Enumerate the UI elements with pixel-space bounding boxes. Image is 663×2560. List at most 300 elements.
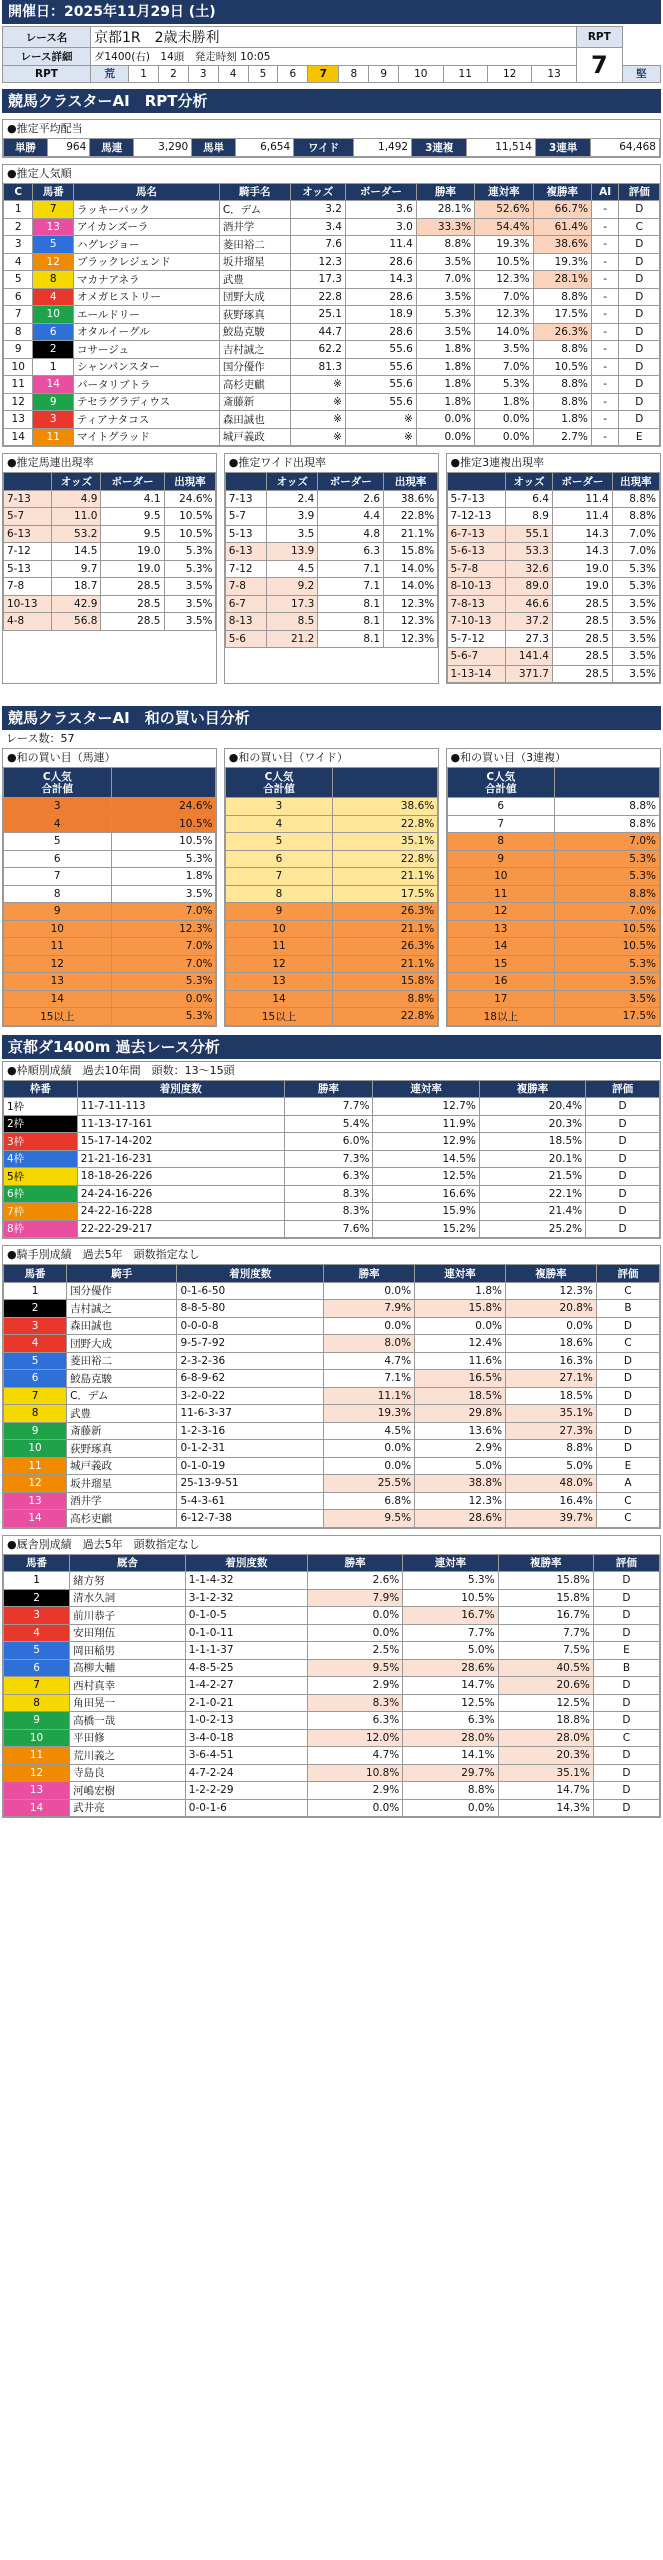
table-cell: 20.3% <box>479 1115 585 1133</box>
race-info-table <box>2 26 661 83</box>
table-cell: 11.4 <box>345 236 416 254</box>
section-wa-title: 競馬クラスターAI 和の買い目分析 <box>2 706 661 730</box>
table-cell: 29.8% <box>415 1405 506 1423</box>
table-row <box>225 850 437 868</box>
table-cell: 0-1-2-31 <box>177 1440 324 1458</box>
table-cell: 18.7 <box>52 578 101 596</box>
table-cell: 3.5% <box>475 341 533 359</box>
table-cell: 8.0% <box>324 1335 415 1353</box>
table-cell: 12 <box>4 1764 70 1782</box>
table-cell: 5.3% <box>164 560 216 578</box>
table-row <box>4 1712 660 1730</box>
table-cell: 14.1% <box>403 1747 498 1765</box>
table-cell: 3 <box>4 236 33 254</box>
table-cell: 9 <box>33 393 74 411</box>
table-cell: 荻野琢真 <box>219 306 290 324</box>
rpt-scale-cell: 堅 <box>622 65 660 83</box>
table-cell: D <box>586 1168 660 1186</box>
table-cell: 33.3% <box>416 218 474 236</box>
table-cell: 10.5% <box>164 508 216 526</box>
table-row <box>225 938 437 956</box>
table-row <box>4 1659 660 1677</box>
table-cell: 8.8% <box>533 376 591 394</box>
table-cell: 89.0 <box>506 578 553 596</box>
table-cell: 角田晃一 <box>70 1694 186 1712</box>
table-cell: 25.5% <box>324 1475 415 1493</box>
table-cell: 7.7% <box>403 1624 498 1642</box>
table-cell: 8.1 <box>318 613 384 631</box>
table-cell: 8.1 <box>318 630 384 648</box>
table-cell: アイカンズーラ <box>73 218 219 236</box>
table-row <box>225 868 437 886</box>
combo-row <box>2 447 661 684</box>
table-cell: 清水久詞 <box>70 1589 186 1607</box>
column-header: 連対率 <box>475 183 533 201</box>
table-cell: D <box>593 1764 659 1782</box>
table-cell: 12.3% <box>384 613 438 631</box>
table-row <box>447 850 659 868</box>
rpt-scale-cell: 1 <box>129 65 159 83</box>
table-cell: 荒川義之 <box>70 1747 186 1765</box>
table-row <box>4 1475 660 1493</box>
table-cell: 8枠 <box>4 1220 78 1238</box>
table-cell: 14 <box>225 990 333 1008</box>
table-cell: 5-13 <box>4 560 52 578</box>
header-row <box>225 768 437 798</box>
table-cell: 10 <box>4 1440 67 1458</box>
table-cell: 2.6 <box>318 490 384 508</box>
table-row <box>4 1729 660 1747</box>
table-cell: 19.3% <box>324 1405 415 1423</box>
table-cell: 13 <box>447 920 555 938</box>
table-cell: D <box>593 1799 659 1817</box>
table-cell: 6.3% <box>403 1712 498 1730</box>
header-row <box>4 1265 660 1283</box>
column-header: 馬番 <box>4 1554 70 1572</box>
table-cell: 1-2-3-16 <box>177 1422 324 1440</box>
table-row <box>4 990 216 1008</box>
table-row <box>4 885 216 903</box>
table-cell: 5.3% <box>111 1008 216 1026</box>
table-cell: 7.0% <box>475 358 533 376</box>
header-row <box>4 1080 660 1098</box>
rpt-scale-cell: 7 <box>308 65 339 83</box>
payout-value: 964 <box>47 139 89 157</box>
umaren-table <box>3 472 216 631</box>
table-cell: 斎藤新 <box>67 1422 177 1440</box>
table-cell: D <box>619 323 660 341</box>
table-cell: 53.2 <box>52 525 101 543</box>
table-cell: 3 <box>33 411 74 429</box>
table-cell: 7.0% <box>612 525 659 543</box>
table-cell: E <box>596 1457 659 1475</box>
table-cell: 66.7% <box>533 201 591 219</box>
column-header: 評価 <box>596 1265 659 1283</box>
table-cell: 20.4% <box>479 1098 585 1116</box>
table-cell: シャンパンスター <box>73 358 219 376</box>
table-cell: 1 <box>33 358 74 376</box>
table-cell: 24-24-16-226 <box>77 1185 284 1203</box>
table-row <box>4 1150 660 1168</box>
table-cell: 15 <box>447 955 555 973</box>
table-cell: D <box>586 1133 660 1151</box>
table-cell: 9.5% <box>308 1659 403 1677</box>
table-cell: D <box>596 1422 659 1440</box>
table-cell: 5.3% <box>612 560 659 578</box>
table-cell: 高杉吏麒 <box>67 1510 177 1528</box>
table-cell: 12.5% <box>373 1168 479 1186</box>
table-row <box>4 271 660 289</box>
table-cell: C．デム <box>219 201 290 219</box>
header-row <box>447 473 659 491</box>
table-cell: 1.8% <box>416 341 474 359</box>
table-cell: 28.5 <box>101 595 164 613</box>
column-header: 馬名 <box>73 183 219 201</box>
table-row <box>447 798 659 816</box>
table-cell: 6-13 <box>4 525 52 543</box>
table-cell: 0-1-0-5 <box>185 1607 307 1625</box>
waku-table <box>3 1080 660 1239</box>
table-cell: 5.0% <box>415 1457 506 1475</box>
table-cell: 8.5 <box>267 613 318 631</box>
rpt-scale-cell: 8 <box>339 65 369 83</box>
table-cell: 28.5 <box>552 613 612 631</box>
table-cell: 0.0% <box>416 428 474 446</box>
table-cell: D <box>596 1317 659 1335</box>
table-cell: 6-8-9-62 <box>177 1370 324 1388</box>
payout-label: 3連複 <box>412 139 467 157</box>
table-row <box>447 613 659 631</box>
table-row <box>4 1457 660 1475</box>
table-cell: 16.3% <box>505 1352 596 1370</box>
table-cell: 4.7% <box>308 1747 403 1765</box>
table-cell: 10.5% <box>111 815 216 833</box>
table-cell: 12.3% <box>475 271 533 289</box>
table-cell: エールドリー <box>73 306 219 324</box>
table-cell: 7 <box>33 201 74 219</box>
table-cell: 9 <box>4 1422 67 1440</box>
table-row <box>225 525 437 543</box>
table-cell: 1 <box>4 1282 67 1300</box>
column-header: ボーダー <box>318 473 384 491</box>
table-cell: 武豊 <box>67 1405 177 1423</box>
table-cell: 14.3 <box>345 271 416 289</box>
table-cell: 安田翔伍 <box>70 1624 186 1642</box>
table-cell: 国分優作 <box>219 358 290 376</box>
table-cell: 5 <box>4 1642 70 1660</box>
table-cell: D <box>593 1589 659 1607</box>
table-cell: 6 <box>447 798 555 816</box>
table-cell: 5.3% <box>111 973 216 991</box>
table-cell: 0.0% <box>324 1457 415 1475</box>
table-cell: 26.3% <box>533 323 591 341</box>
table-row <box>225 990 437 1008</box>
table-row <box>447 938 659 956</box>
rpt-scale-cell: 荒 <box>91 65 129 83</box>
table-cell: 13 <box>4 1782 70 1800</box>
table-cell: 18.8% <box>498 1712 593 1730</box>
table-cell: 2枠 <box>4 1115 78 1133</box>
table-cell: 7.1 <box>318 560 384 578</box>
table-cell: E <box>619 428 660 446</box>
table-cell: D <box>596 1405 659 1423</box>
table-cell: 平田修 <box>70 1729 186 1747</box>
table-cell: 8.8% <box>533 341 591 359</box>
table-row <box>225 973 437 991</box>
column-header: C <box>4 183 33 201</box>
table-row <box>225 508 437 526</box>
table-cell: 8 <box>4 323 33 341</box>
table-cell: テセラグラディウス <box>73 393 219 411</box>
table-cell: 10 <box>225 920 333 938</box>
table-cell: 2.4 <box>267 490 318 508</box>
table-cell: 鮫島克駿 <box>219 323 290 341</box>
table-row <box>225 630 437 648</box>
sanren-table <box>447 472 660 683</box>
column-header <box>225 473 266 491</box>
table-cell: 1.8% <box>416 393 474 411</box>
table-cell: 5 <box>225 833 333 851</box>
table-cell: 7.0% <box>555 833 660 851</box>
table-cell: 15.8% <box>498 1589 593 1607</box>
table-cell: 9 <box>4 341 33 359</box>
table-row <box>447 508 659 526</box>
table-cell: 0-1-0-19 <box>177 1457 324 1475</box>
table-cell: 8-10-13 <box>447 578 506 596</box>
table-cell: 44.7 <box>290 323 345 341</box>
table-cell: 寺島良 <box>70 1764 186 1782</box>
table-cell: 8.8% <box>612 508 659 526</box>
table-cell: 16.6% <box>373 1185 479 1203</box>
jockey-title: ●騎手別成績 過去5年 頭数指定なし <box>3 1246 660 1264</box>
table-cell: 8.8% <box>333 990 438 1008</box>
table-cell: - <box>591 236 619 254</box>
table-row <box>4 201 660 219</box>
table-row <box>4 1405 660 1423</box>
table-cell: 4.9 <box>52 490 101 508</box>
table-cell: 5.3% <box>111 850 216 868</box>
column-header: 連対率 <box>373 1080 479 1098</box>
table-cell: 0.0% <box>475 411 533 429</box>
table-row <box>4 1300 660 1318</box>
table-cell: 17.5% <box>533 306 591 324</box>
header-row <box>4 768 216 798</box>
table-cell: 13 <box>4 411 33 429</box>
column-header: 出現率 <box>164 473 216 491</box>
table-cell: 9 <box>4 903 112 921</box>
trainer-title: ●厩舎別成績 過去5年 頭数指定なし <box>3 1536 660 1554</box>
table-row <box>4 1624 660 1642</box>
table-row <box>447 578 659 596</box>
table-cell: 2-3-2-36 <box>177 1352 324 1370</box>
table-cell: - <box>591 306 619 324</box>
table-cell: 7-8-13 <box>447 595 506 613</box>
table-cell: 6.3% <box>284 1168 373 1186</box>
table-cell: C <box>596 1510 659 1528</box>
table-cell: C．デム <box>67 1387 177 1405</box>
table-row <box>4 1133 660 1151</box>
table-cell: 1-2-2-29 <box>185 1782 307 1800</box>
table-row <box>447 1008 659 1026</box>
table-cell: 5.3% <box>612 578 659 596</box>
table-row <box>225 1008 437 1026</box>
table-cell: 14 <box>4 1799 70 1817</box>
table-cell: 3.0 <box>345 218 416 236</box>
table-cell: 5-7-8 <box>447 560 506 578</box>
table-cell: 7枠 <box>4 1203 78 1221</box>
table-cell: 21.5% <box>479 1168 585 1186</box>
table-cell: 54.4% <box>475 218 533 236</box>
table-cell: 8.8% <box>555 885 660 903</box>
table-cell: ブラックレジェンド <box>73 253 219 271</box>
table-cell: 18.5% <box>505 1387 596 1405</box>
table-cell: 1.8% <box>416 358 474 376</box>
table-row <box>4 1747 660 1765</box>
table-cell: パータリブトラ <box>73 376 219 394</box>
table-cell: 4枠 <box>4 1150 78 1168</box>
table-cell: 81.3 <box>290 358 345 376</box>
column-header <box>555 768 660 798</box>
table-row <box>4 868 216 886</box>
table-cell: 14 <box>33 376 74 394</box>
table-cell: D <box>596 1370 659 1388</box>
table-cell: 7.9% <box>308 1589 403 1607</box>
table-cell: 18.5% <box>415 1387 506 1405</box>
table-row <box>447 973 659 991</box>
table-cell: 1.8% <box>416 376 474 394</box>
table-cell: 38.8% <box>415 1475 506 1493</box>
table-cell: 8.9 <box>506 508 553 526</box>
table-cell: D <box>596 1440 659 1458</box>
table-cell: 1 <box>4 1572 70 1590</box>
table-cell: 11.4 <box>552 508 612 526</box>
table-cell: 鮫島克駿 <box>67 1370 177 1388</box>
table-cell: 3.5% <box>164 595 216 613</box>
table-cell: 3.5% <box>416 253 474 271</box>
table-cell: 21.1% <box>333 920 438 938</box>
table-cell: 6-7-13 <box>447 525 506 543</box>
table-cell: 7.1% <box>324 1370 415 1388</box>
table-cell: 6.3 <box>318 543 384 561</box>
table-row <box>4 1422 660 1440</box>
column-header: C人気 合計値 <box>447 768 555 798</box>
table-cell: 38.6% <box>384 490 438 508</box>
table-cell: 12.0% <box>308 1729 403 1747</box>
table-cell: 14 <box>4 428 33 446</box>
column-header: オッズ <box>52 473 101 491</box>
table-cell: 6 <box>225 850 333 868</box>
table-cell: 9 <box>4 1712 70 1730</box>
table-cell: 25.1 <box>290 306 345 324</box>
table-row <box>4 1168 660 1186</box>
payout-label: 馬単 <box>192 139 236 157</box>
table-cell: 55.6 <box>345 341 416 359</box>
wide-table <box>225 472 438 648</box>
table-cell: D <box>619 306 660 324</box>
table-cell: 27.3 <box>506 630 553 648</box>
table-cell: 斎藤新 <box>219 393 290 411</box>
table-cell: 25.2% <box>479 1220 585 1238</box>
table-cell: 5-7 <box>4 508 52 526</box>
table-cell: 8.8% <box>555 815 660 833</box>
wa-row <box>2 748 661 1027</box>
table-row <box>4 1764 660 1782</box>
table-cell: 7-13 <box>4 490 52 508</box>
table-cell: 5-6 <box>225 630 266 648</box>
table-cell: D <box>619 288 660 306</box>
table-cell: 森田誠也 <box>67 1317 177 1335</box>
table-cell: 15.8% <box>384 543 438 561</box>
table-cell: 21.1% <box>333 868 438 886</box>
table-row <box>4 1510 660 1528</box>
table-cell: 8.8% <box>533 393 591 411</box>
table-row <box>4 1185 660 1203</box>
table-cell: 坂井瑠星 <box>219 253 290 271</box>
column-header <box>4 473 52 491</box>
table-row <box>225 885 437 903</box>
header-row <box>4 473 216 491</box>
table-cell: 12.3% <box>505 1282 596 1300</box>
table-cell: 19.3% <box>475 236 533 254</box>
header-row <box>447 768 659 798</box>
table-cell: 19.0 <box>101 543 164 561</box>
table-cell: 8 <box>447 833 555 851</box>
table-row <box>4 1799 660 1817</box>
table-cell: 8.3% <box>284 1203 373 1221</box>
table-cell: 11-7-11-113 <box>77 1098 284 1116</box>
table-cell: 5-6-13 <box>447 543 506 561</box>
table-cell: ティアナタコス <box>73 411 219 429</box>
table-cell: 15.8% <box>333 973 438 991</box>
column-header: 複勝率 <box>479 1080 585 1098</box>
table-cell: ※ <box>290 428 345 446</box>
rpt-row-label: RPT <box>3 65 91 83</box>
table-row <box>225 490 437 508</box>
table-cell: 22.8% <box>333 1008 438 1026</box>
payout-value: 64,468 <box>591 139 660 157</box>
payout-box <box>2 119 661 158</box>
table-cell: 1.8% <box>475 393 533 411</box>
table-cell: 0.0% <box>415 1317 506 1335</box>
table-cell: 3 <box>4 798 112 816</box>
table-cell: - <box>591 376 619 394</box>
table-cell: 15以上 <box>225 1008 333 1026</box>
table-cell: 11.9% <box>373 1115 479 1133</box>
table-cell: 12.3% <box>415 1492 506 1510</box>
race-detail-label: レース詳細 <box>3 48 91 66</box>
wa-wide-title: ●和の買い目（ワイド） <box>225 749 438 767</box>
race-name-label: レース名 <box>3 27 91 48</box>
table-cell: 8.3% <box>284 1185 373 1203</box>
table-cell: 20.8% <box>505 1300 596 1318</box>
table-cell: 55.1 <box>506 525 553 543</box>
table-cell: 28.5 <box>552 595 612 613</box>
table-cell: 1-1-4-32 <box>185 1572 307 1590</box>
table-cell: 20.1% <box>479 1150 585 1168</box>
table-row <box>4 578 216 596</box>
table-cell: 1 <box>4 201 33 219</box>
table-cell: 9-5-7-92 <box>177 1335 324 1353</box>
table-cell: 14.0% <box>384 578 438 596</box>
table-cell: 5-4-3-61 <box>177 1492 324 1510</box>
table-row <box>4 1370 660 1388</box>
column-header: ボーダー <box>345 183 416 201</box>
table-cell: 6 <box>4 1659 70 1677</box>
table-cell: 28.6 <box>345 288 416 306</box>
table-cell: 371.7 <box>506 665 553 683</box>
table-cell: D <box>593 1677 659 1695</box>
rpt-scale-cell: 9 <box>369 65 399 83</box>
